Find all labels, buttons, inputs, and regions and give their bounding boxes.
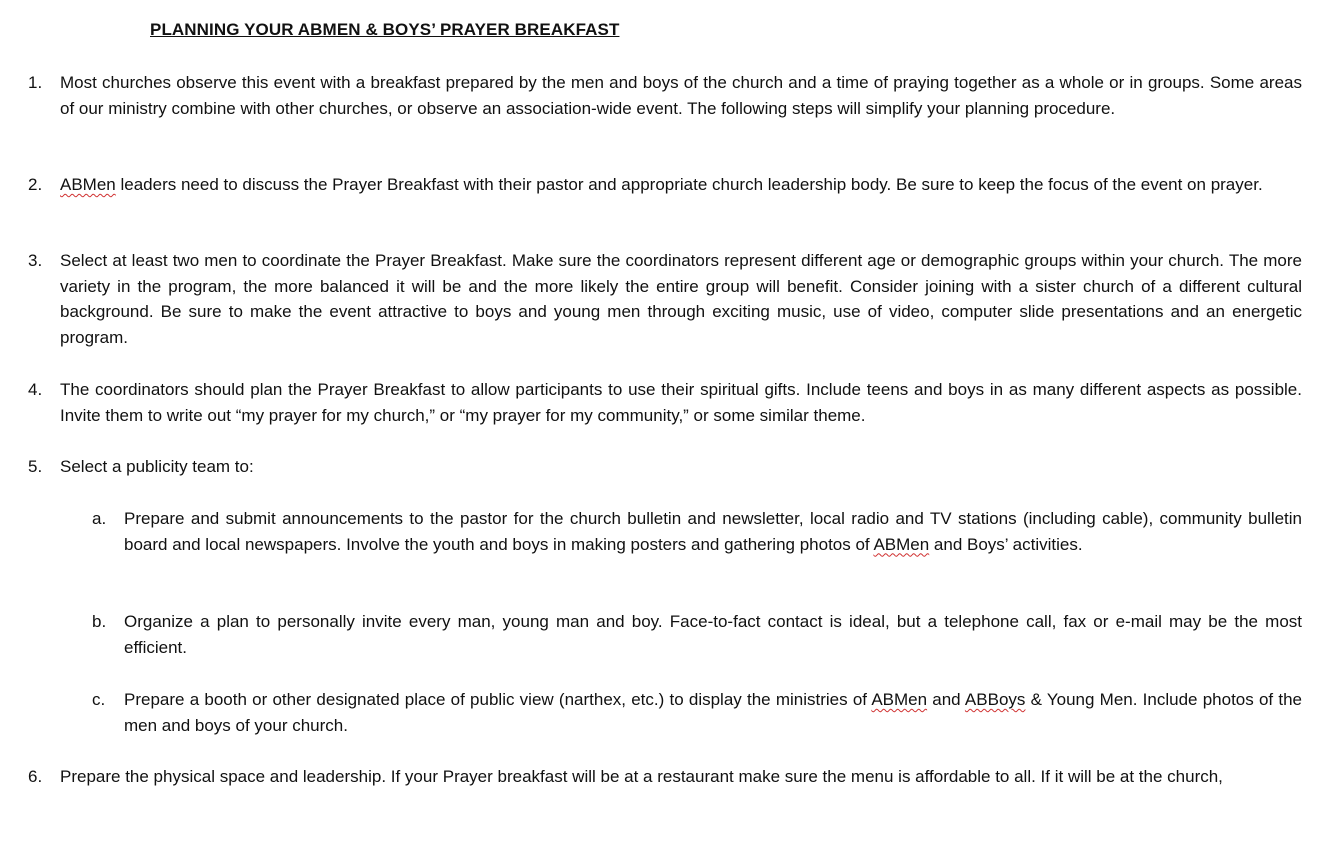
list-item-number: 3. (28, 251, 43, 270)
spellcheck-flagged-word: ABMen (873, 534, 930, 554)
list-item-text: The coordinators should plan the Prayer Breakfast to allow participants to use their spiritual gifts. Include teens and boys in as many different aspects as possible. Invite them to write out “my prayer for my church,” or “my prayer for my community,” or some similar theme. (60, 380, 1302, 425)
sub-list-item-text-part: & Young Men. Include photos of the men and boys of your church. (124, 690, 1302, 735)
list-item-2 (28, 172, 1302, 198)
list-item-4 (28, 377, 1302, 428)
list-item-number: 2. (28, 175, 43, 194)
list-item-text: Most churches observe this event with a breakfast prepared by the men and boys of the church and a time of praying together as a whole or in groups. Some areas of our ministry combine with other churches, or observe an association-wide event. The following steps will simplify your planning procedure. (60, 73, 1302, 118)
sub-list-item-text-part: and (927, 690, 965, 709)
list-item-3 (28, 248, 1302, 350)
list-item-text: Select a publicity team to: (60, 457, 254, 476)
sub-list-item-text (124, 506, 1302, 557)
list-item-number: 6. (28, 767, 43, 786)
spellcheck-flagged-word: ABMen (60, 175, 116, 194)
sub-list-item-letter: b. (92, 612, 107, 631)
sub-list-item-text-part: Prepare a booth or other designated place of public view (narthex, etc.) to display the ministries of (124, 690, 872, 709)
list-item-number: 4. (28, 380, 43, 399)
sub-list-item-letter: c. (92, 690, 106, 709)
sub-list-item-a (92, 506, 1302, 557)
list-item-text-rest: leaders need to discuss the Prayer Breakfast with their pastor and appropriate church leadership body. Be sure to keep the focus of the event on prayer. (115, 175, 1263, 194)
sub-list-item-text-part: Prepare and submit announcements to the pastor for the church bulletin and newsletter, local radio and TV stations (including cable), community bulletin board and local newspapers. Involve the youth and boys in making posters and gathering photos of (124, 509, 1302, 554)
sub-list-item-b (92, 609, 1302, 660)
list-item-text: Select at least two men to coordinate the Prayer Breakfast. Make sure the coordinators represent different age or demographic groups within your church. The more variety in the program, the more balanced it will be and the more likely the entire group will benefit. Consider joining with a sister church of a different cultural background. Be sure to make the event attractive to boys and young men through exciting music, use of video, computer slide presentations and an energetic program. (60, 251, 1302, 347)
list-item-text: Prepare the physical space and leadership. If your Prayer breakfast will be at a restaurant make sure the menu is affordable to all. If it will be at the church, (60, 767, 1223, 786)
sub-list-item-text (124, 687, 1302, 738)
list-item-number: 5. (28, 457, 43, 476)
list-item-5 (28, 454, 1302, 480)
sub-list-item-text-part: and Boys’ activities. (929, 534, 1083, 554)
list-item-text (60, 172, 1302, 198)
list-item-6 (28, 764, 1302, 790)
list-item-1 (28, 70, 1302, 121)
document-title: PLANNING YOUR ABMEN & BOYS’ PRAYER BREAKFAST (150, 20, 620, 39)
spellcheck-flagged-word: ABBoys (964, 690, 1026, 709)
sub-list-item-letter: a. (92, 509, 107, 528)
list-item-number: 1. (28, 73, 43, 92)
spellcheck-flagged-word: ABMen (871, 690, 928, 709)
sub-list-item-text: Organize a plan to personally invite every man, young man and boy. Face-to-fact contact is ideal, but a telephone call, fax or e-mail may be the most efficient. (124, 612, 1302, 657)
sub-list-item-c (92, 687, 1302, 738)
